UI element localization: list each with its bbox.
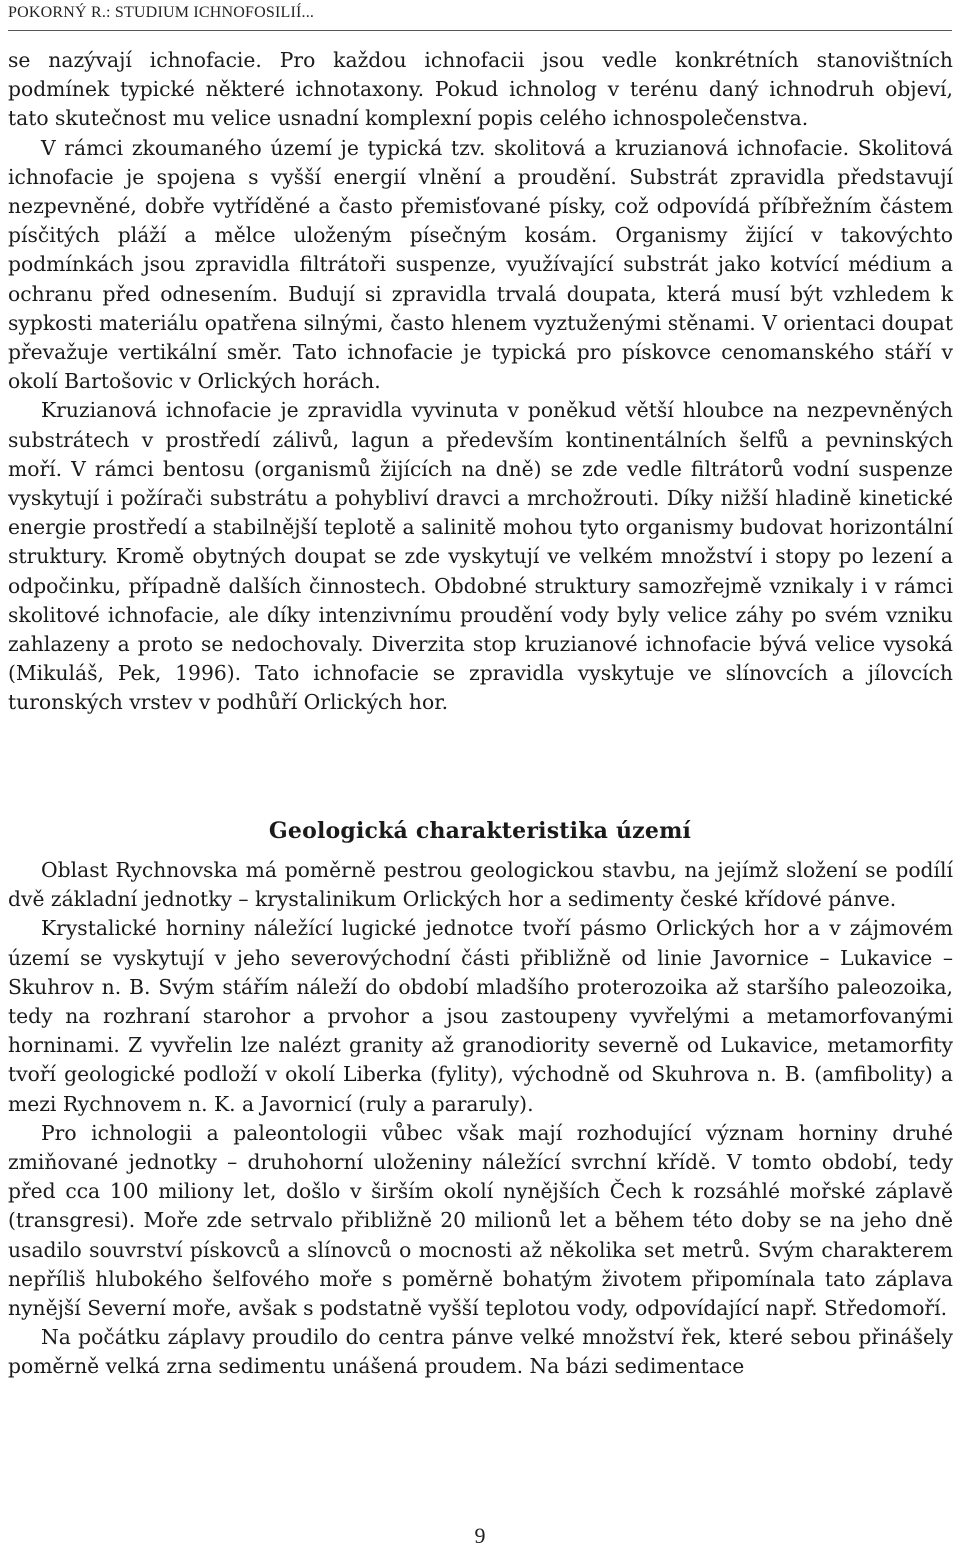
running-head: POKORNÝ R.: STUDIUM ICHNOFOSILIÍ... (8, 4, 315, 21)
paragraph: Kruzianová ichnofacie je zpravidla vyvinuta v poněkud větší hloubce na nezpevněných substrátech v prostředí zálivů, lagun a především kontinentálních šelfů a pevninských moří. V rámci bentosu (organismů žijících na dně) se zde vedle filtrátorů vodní suspenze vyskytují i požírači substrátu a pohybliví dravci a mrchožrouti. Díky nižší hladině kinetické energie prostředí a stabilnější teplotě a salinitě mohou tyto organismy budovat horizontální struktury. Kromě obytných doupat se zde vyskytují ve velkém množství i stopy po lezení a odpočinku, případně dalších činnostech. Obdobné struktury samozřejmě vznikaly i v rámci skolitové ichnofacie, ale díky intenzivnímu proudění vody byly velice záhy po svém vzniku zahlazeny a proto se nedochovaly. Diverzita stop kruzianové ichnofacie bývá velice vysoká (Mikuláš, Pek, 1996). Tato ichnofacie se zpravidla vyskytuje ve slínovcích a jílovcích turonských vrstev v podhůří Orlických hor. (8, 398, 953, 715)
paragraph: se nazývají ichnofacie. Pro každou ichnofacii jsou vedle konkrétních stanovištních podmínek typické některé ichnotaxony. Pokud ichnolog v terénu daný ichnodruh objeví, tato skutečnost mu velice usnadní komplexní popis celého ichnospolečenstva. (8, 48, 953, 131)
header-rule (8, 30, 952, 31)
paragraph: Pro ichnologii a paleontologii vůbec však mají rozhodující význam horniny druhé zmiňované jednotky – druhohorní uloženiny náležící svrchní křídě. V tomto období, tedy před cca 100 miliony let, došlo v širším okolí nynějších Čech k rozsáhlé mořské záplavě (transgresi). Moře zde setrvalo přibližně 20 milionů let a během této doby se na jeho dně usadilo souvrství pískovců a slínovců o mocnosti až několika set metrů. Svým charakterem nepříliš hlubokého šelfového moře s poměrně bohatým životem připomínala tato záplava nynější Severní moře, avšak s podstatně vyšší teplotou vody, odpovídající např. Středomoří. (8, 1120, 953, 1321)
paragraph: V rámci zkoumaného území je typická tzv. skolitová a kruzianová ichnofacie. Skolitová ichnofacie je spojena s vyšší energií vlnění a proudění. Substrát zpravidla představují nezpevněné, dobře vytříděné a často přemisťované písky, což odpovídá příbřežním částem písčitých pláží a mělce uloženým písečným kosám. Organismy žijící v takovýchto podmínkách jsou zpravidla filtrátoři suspenze, využívající substrát jako kotvící médium a ochranu před odnesením. Budují si zpravidla trvalá doupata, která musí být vzhledem k sypkosti materiálu opatřena silnými, často hlenem vyztuženými stěnami. V orientaci doupat převažuje vertikální směr. Tato ichnofacie je typická pro pískovce cenomanského stáří v okolí Bartošovic v Orlických horách. (8, 135, 953, 394)
page-number: 9 (474, 1523, 486, 1548)
paragraph: Krystalické horniny náležící lugické jednotce tvoří pásmo Orlických hor a v zájmovém území se vyskytují v jeho severovýchodní části přibližně od linie Javornice – Lukavice – Skuhrov n. B. Svým stářím náleží do období mladšího proterozoika až staršího paleozoika, tedy na rozhraní starohor a prvohor a jsou zastoupeny vyvřelými a metamorfovanými horninami. Z vyvřelin lze nalézt granity až granodiority severně od Lukavice, metamorfity tvoří geologické podloží v okolí Liberka (fylity), východně od Skuhrova n. B. (amfibolity) a mezi Rychnovem n. K. a Javornicí (ruly a pararuly). (8, 916, 953, 1116)
paragraph: Oblast Rychnovska má poměrně pestrou geologickou stavbu, na jejímž složení se podílí dvě základní jednotky – krystalinikum Orlických hor a sedimenty české křídové pánve. (8, 858, 953, 912)
body-text-top (8, 46, 953, 718)
section-heading: Geologická charakteristika území (268, 818, 692, 844)
paragraph: Na počátku záplavy proudilo do centra pánve velké množství řek, které sebou přinášely poměrně velká zrna sedimentu unášená proudem. Na bázi sedimentace (8, 1325, 953, 1379)
body-text-bottom (8, 856, 953, 1382)
